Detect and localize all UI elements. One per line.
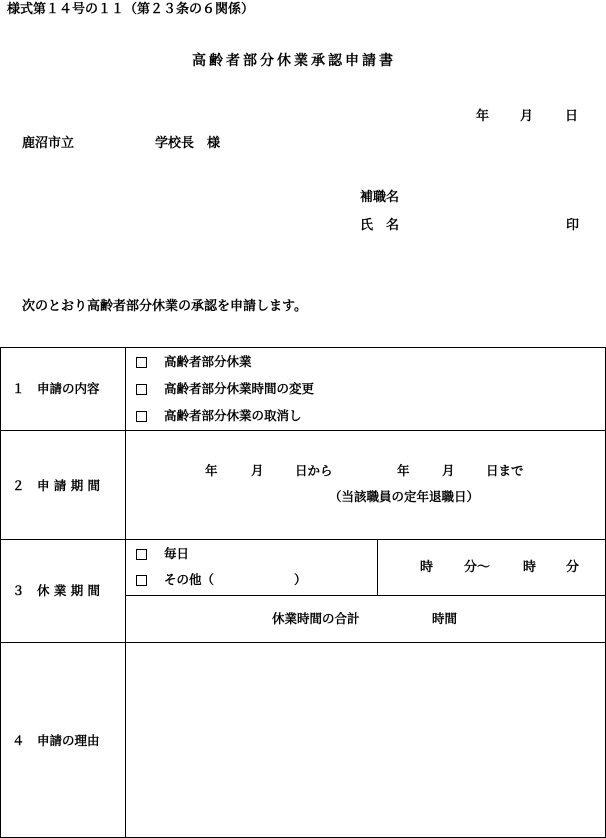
time-start-hour: 時 [420,560,434,575]
seal-mark: 印 [566,218,580,233]
form-title: 高齢者部分休業承認申請書 [192,53,396,69]
total-hours-label: 休業時間の合計 [272,611,360,626]
addressee-principal: 学校長 様 [155,136,221,151]
option-time-change-label: 高齢者部分休業時間の変更 [164,381,315,396]
option-daily-label: 毎日 [164,546,190,561]
period-to-month: 月 [442,463,455,478]
date-month-label: 月 [520,109,534,124]
option-cancel-label: 高齢者部分休業の取消し [164,408,302,423]
option-other-prefix: その他（ [164,572,215,587]
period-to-day: 日まで [486,463,524,478]
option-time-change-checkbox[interactable] [136,384,147,395]
period-to-year: 年 [397,463,410,478]
period-from-year: 年 [205,463,218,478]
section2-label: ２ 申 請 期 間 [12,478,101,493]
option-daily-checkbox[interactable] [136,549,147,560]
name-label: 氏 名 [360,218,400,233]
time-start-minute: 分〜 [464,560,491,575]
position-label: 補職名 [360,190,400,205]
option-other-checkbox[interactable] [136,575,147,586]
option-partial-leave-checkbox[interactable] [136,357,147,368]
period-from-month: 月 [251,463,264,478]
intro-text: 次のとおり高齢者部分休業の承認を申請します。 [22,299,307,314]
option-partial-leave-label: 高齢者部分休業 [164,354,252,369]
section1-label: １ 申請の内容 [12,381,100,396]
section4-label: ４ 申請の理由 [12,733,100,748]
time-end-minute: 分 [566,560,580,575]
addressee-city: 鹿沼市立 [22,136,75,151]
form-number: 様式第１４号の１１（第２３条の６関係） [7,2,255,17]
date-day-label: 日 [565,109,579,124]
option-other-suffix: ） [294,572,307,587]
section3-label: ３ 休 業 期 間 [12,583,101,598]
period-note: （当該職員の定年退職日） [329,489,480,504]
date-year-label: 年 [476,109,490,124]
period-from-day: 日から [295,463,333,478]
time-end-hour: 時 [523,560,537,575]
total-hours-unit: 時間 [432,611,458,626]
option-cancel-checkbox[interactable] [136,411,147,422]
reason-field[interactable] [127,644,604,836]
